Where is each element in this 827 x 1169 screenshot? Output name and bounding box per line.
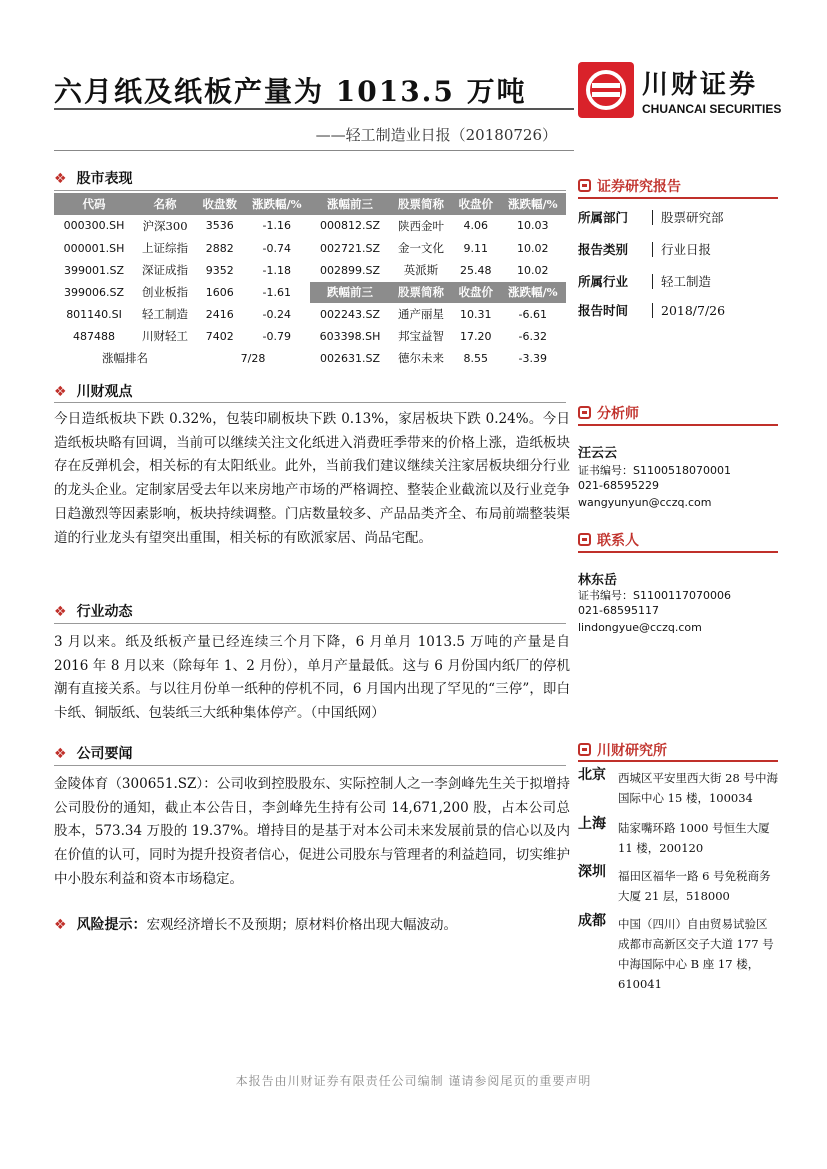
col-header: 股票简称 bbox=[390, 193, 452, 215]
col-header: 名称 bbox=[134, 193, 196, 215]
contact-name: 林东岳 bbox=[578, 573, 618, 588]
analyst-cert: 证书编号：S1100518070001 bbox=[578, 464, 731, 477]
company-logo bbox=[578, 62, 782, 122]
report-icon bbox=[578, 179, 591, 192]
section-divider bbox=[54, 765, 566, 766]
page-subtitle: ——轻工制造业日报（20180726） bbox=[315, 126, 557, 144]
logo-en-text: CHUANCAI SECURITIES bbox=[642, 102, 782, 116]
diamond-icon: ❖ bbox=[54, 746, 67, 762]
col-header: 跌幅前三 bbox=[310, 281, 390, 303]
industry-paragraph: 3 月以来。纸及纸板产量已经连续三个月下降，6 月单月 1013.5 万吨的产量是自 2016 年 8 月以来（除每年 1、2 月份），单月产量最低。这与 6 月份国内纸厂的停机潮有直接关系。与以往月份单一纸种的停机不同，6 月国内出现了罕见的“三停”，即白卡纸、铜版纸、包装纸三大纸种集体停产。（中国纸网） bbox=[54, 634, 570, 722]
col-header: 涨幅前三 bbox=[310, 193, 390, 215]
page-footer: 本报告由川财证券有限责任公司编制 谨请参阅尾页的重要声明 bbox=[235, 1074, 592, 1088]
analyst-email[interactable]: wangyunyun@cczq.com bbox=[578, 496, 712, 509]
section-heading-view: ❖ 川财观点 bbox=[54, 384, 133, 400]
contact-cert: 证书编号：S1100117070006 bbox=[578, 589, 731, 602]
diamond-icon: ❖ bbox=[54, 604, 67, 620]
sidebar-divider bbox=[578, 760, 778, 762]
office-address-beijing: 西城区平安里西大街 28 号中海国际中心 15 楼，100034 bbox=[618, 771, 778, 805]
subtitle-divider bbox=[54, 150, 574, 151]
info-row-date: 报告时间 2018/7/26 bbox=[578, 303, 726, 318]
office-address-shanghai: 陆家嘴环路 1000 号恒生大厦 11 楼，200120 bbox=[618, 821, 770, 855]
rank-label: 涨幅排名 bbox=[54, 347, 196, 369]
logo-cn-text: 川财证券 bbox=[642, 70, 759, 100]
diamond-icon: ❖ bbox=[54, 171, 67, 187]
info-row-category: 报告类别 行业日报 bbox=[578, 242, 712, 257]
risk-note: ❖ 风险提示：宏观经济增长不及预期；原材料价格出现大幅波动。 bbox=[54, 917, 458, 933]
sidebar-heading-analyst: 分析师 bbox=[578, 403, 639, 423]
sidebar-divider bbox=[578, 197, 778, 199]
sidebar-divider bbox=[578, 551, 778, 553]
diamond-icon: ❖ bbox=[54, 384, 67, 400]
col-header: 收盘价 bbox=[452, 193, 500, 215]
table-row: 000300.SH 沪深300 3536 -1.16 000812.SZ 陕西金叶 4.06 10.03 bbox=[54, 215, 566, 237]
table-row: 涨幅排名 7/28 002631.SZ 德尔未来 8.55 -3.39 bbox=[54, 347, 566, 369]
office-city-shanghai: 上海 bbox=[578, 816, 606, 832]
office-address-chengdu: 中国（四川）自由贸易试验区成都市高新区交子大道 177 号中海国际中心 B 座 17 楼，610041 bbox=[618, 917, 774, 991]
section-heading-market: ❖ 股市表现 bbox=[54, 171, 133, 187]
company-paragraph: 金陵体育（300651.SZ）：公司收到控股股东、实际控制人之一李剑峰先生关于拟增持公司股份的通知，截止本公告日，李剑峰先生持有公司 14,671,200 股，占本公司总股本，573.34 万股的 19.37%。增持目的是基于对本公司未来发展前景的信心以及内在价值的认可，同时为提升投资者信心，促进公司股东与管理者的利益趋同，切实维护中小股东利益和资本市场稳定。 bbox=[54, 776, 570, 887]
col-header: 涨跌幅/% bbox=[500, 281, 566, 303]
info-row-department: 所属部门 股票研究部 bbox=[578, 210, 724, 225]
page-title: 六月纸及纸板产量为 1013.5 万吨 bbox=[54, 75, 527, 108]
col-header: 收盘数 bbox=[196, 193, 244, 215]
office-address-shenzhen: 福田区福华一路 6 号免税商务大厦 21 层，518000 bbox=[618, 869, 771, 903]
logo-icon bbox=[578, 62, 634, 118]
title-divider bbox=[54, 108, 574, 110]
market-table bbox=[54, 193, 566, 370]
table-row: 399006.SZ 创业板指 1606 -1.61 跌幅前三 股票简称 收盘价 涨跌幅/% bbox=[54, 281, 566, 303]
col-header: 涨跌幅/% bbox=[500, 193, 566, 215]
office-city-beijing: 北京 bbox=[578, 767, 606, 783]
person-icon bbox=[578, 533, 591, 546]
sidebar-divider bbox=[578, 424, 778, 426]
analyst-phone: 021-68595229 bbox=[578, 479, 659, 492]
info-row-industry: 所属行业 轻工制造 bbox=[578, 274, 712, 289]
section-heading-industry: ❖ 行业动态 bbox=[54, 604, 133, 620]
sidebar-heading-report: 证券研究报告 bbox=[578, 176, 681, 196]
diamond-icon: ❖ bbox=[54, 917, 67, 933]
table-row: 000001.SH 上证综指 2882 -0.74 002721.SZ 金一文化 9.11 10.02 bbox=[54, 237, 566, 259]
contact-email[interactable]: lindongyue@cczq.com bbox=[578, 621, 702, 634]
person-icon bbox=[578, 406, 591, 419]
office-city-shenzhen: 深圳 bbox=[578, 864, 606, 880]
section-heading-company: ❖ 公司要闻 bbox=[54, 746, 133, 762]
table-row: 801140.SI 轻工制造 2416 -0.24 002243.SZ 通产丽星 10.31 -6.61 bbox=[54, 303, 566, 325]
contact-phone: 021-68595117 bbox=[578, 604, 659, 617]
table-header-row bbox=[54, 193, 566, 215]
col-header: 代码 bbox=[54, 193, 134, 215]
section-divider bbox=[54, 623, 566, 624]
sidebar-heading-contact: 联系人 bbox=[578, 530, 639, 550]
col-header: 股票简称 bbox=[390, 281, 452, 303]
building-icon bbox=[578, 743, 591, 756]
table-row: 487488 川财轻工 7402 -0.79 603398.SH 邦宝益智 17.20 -6.32 bbox=[54, 325, 566, 347]
col-header: 收盘价 bbox=[452, 281, 500, 303]
section-divider bbox=[54, 402, 566, 403]
rank-value: 7/28 bbox=[196, 347, 310, 369]
table-row: 399001.SZ 深证成指 9352 -1.18 002899.SZ 英派斯 25.48 10.02 bbox=[54, 259, 566, 281]
view-paragraph: 今日造纸板块下跌 0.32%，包装印刷板块下跌 0.13%，家居板块下跌 0.24%。今日造纸板块略有回调，当前可以继续关注文化纸进入消费旺季带来的价格上涨，造纸板块存在反弹机会，相关标的有太阳纸业。此外，当前我们建议继续关注家居板块细分行业的龙头企业。定制家居受去年以来房地产市场的严格调控、整装企业截流以及行业竞争日趋激烈等因素影响，板块持续调整。门店数量较多、产品品类齐全、布局前端整装渠道的行业龙头有望突出重围，相关标的有欧派家居、尚品宅配。 bbox=[54, 411, 570, 546]
section-divider bbox=[54, 190, 566, 191]
sidebar-heading-institute: 川财研究所 bbox=[578, 740, 667, 760]
col-header: 涨跌幅/% bbox=[244, 193, 310, 215]
analyst-name: 汪云云 bbox=[578, 446, 618, 461]
office-city-chengdu: 成都 bbox=[578, 913, 606, 929]
